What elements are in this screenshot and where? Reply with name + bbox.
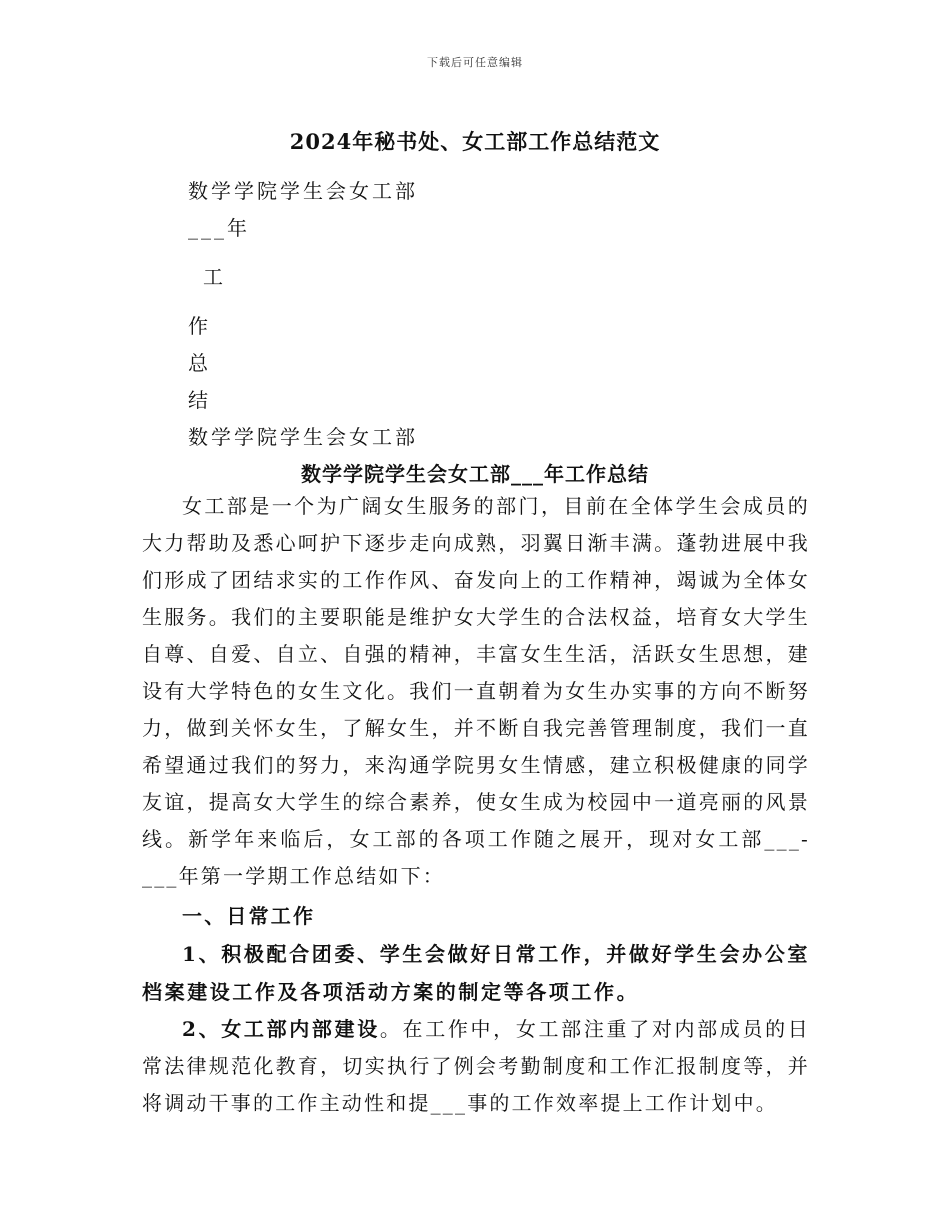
document-title: 2024年秘书处、女工部工作总结范文 bbox=[289, 129, 661, 154]
item-2-paragraph bbox=[142, 1011, 810, 1122]
cover-line-char-1: 工 bbox=[203, 265, 226, 289]
cover-line-department: 数学学院学生会女工部 bbox=[188, 179, 418, 203]
cover-line-char-2: 作 bbox=[188, 314, 211, 338]
cover-line-char-4: 结 bbox=[188, 388, 211, 412]
section-title: 数学学院学生会女工部___年工作总结 bbox=[301, 462, 649, 486]
cover-line-char-3: 总 bbox=[188, 351, 211, 375]
item-2-lead: 2、女工部内部建设 bbox=[182, 1017, 380, 1041]
item-1-paragraph: 1、积极配合团委、学生会做好日常工作，并做好学生会办公室档案建设工作及各项活动方案的制定等各项工作。 bbox=[142, 942, 810, 1004]
cover-line-department-2: 数学学院学生会女工部 bbox=[188, 425, 418, 449]
header-note: 下载后可任意编辑 bbox=[427, 56, 523, 69]
document-body bbox=[142, 488, 810, 1122]
item-2-text: 。在工作中，女工部注重了对内部成员的日常法律规范化教育，切实执行了例会考勤制度和工作汇报制度等，并将调动干事的工作主动性和提___事的工作效率提上工作计划中。 bbox=[142, 1017, 810, 1115]
cover-line-year: ___年 bbox=[188, 216, 250, 240]
section-heading-daily-work: 一、日常工作 bbox=[182, 904, 316, 928]
intro-paragraph: 女工部是一个为广阔女生服务的部门，目前在全体学生会成员的大力帮助及悉心呵护下逐步走向成熟，羽翼日渐丰满。蓬勃进展中我们形成了团结求实的工作作风、奋发向上的工作精神，竭诚为全体女生服务。我们的主要职能是维护女大学生的合法权益，培育女大学生自尊、自爱、自立、自强的精神，丰富女生生活，活跃女生思想，建设有大学特色的女生文化。我们一直朝着为女生办实事的方向不断努力，做到关怀女生，了解女生，并不断自我完善管理制度，我们一直希望通过我们的努力，来沟通学院男女生情感，建立积极健康的同学友谊，提高女大学生的综合素养，使女生成为校园中一道亮丽的风景线。新学年来临后，女工部的各项工作随之展开，现对女工部___-___年第一学期工作总结如下： bbox=[142, 494, 810, 888]
